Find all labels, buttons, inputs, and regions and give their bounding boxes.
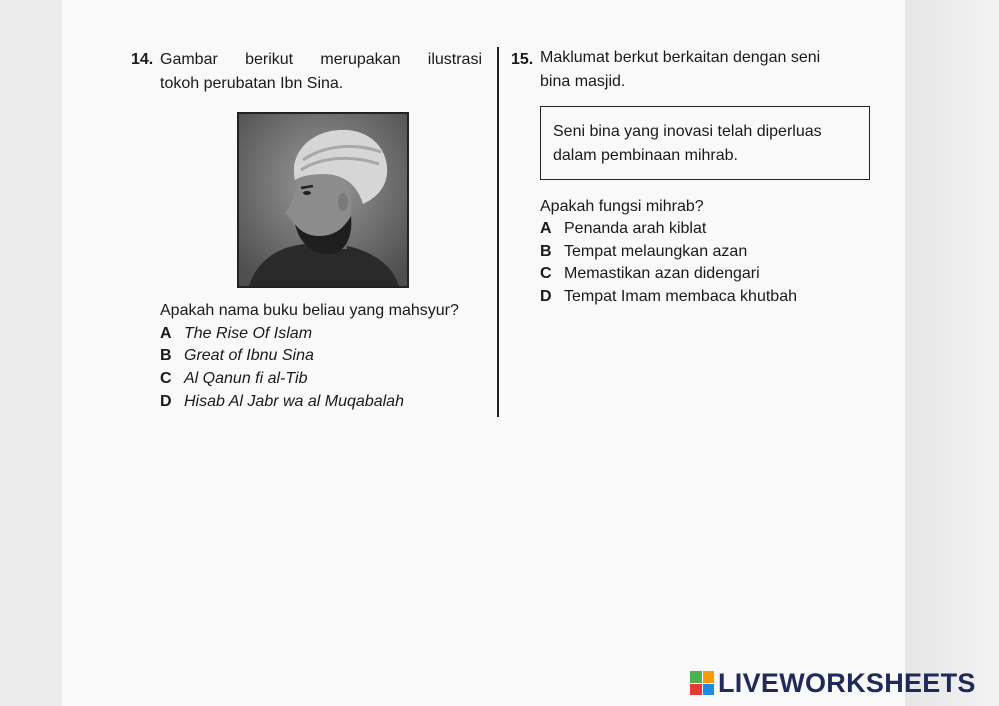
q15-info-line1: Seni bina yang inovasi telah diperluas (553, 123, 822, 140)
q14-option-b[interactable]: B Great of Ibnu Sina (160, 347, 314, 364)
q14-word: merupakan (320, 51, 401, 68)
logo-tile (703, 671, 715, 683)
q15-option-b[interactable]: B Tempat melaungkan azan (540, 243, 748, 260)
q15-stem-line1: Maklumat berkut berkaitan dengan seni (540, 49, 821, 66)
q15-question: Apakah fungsi mihrab? (540, 198, 704, 215)
logo-wordmark: LIVEWORKSHEETS (718, 667, 976, 698)
q15-info-line2: dalam pembinaan mihrab. (553, 147, 738, 164)
q14-option-d[interactable]: D Hisab Al Jabr wa al Muqabalah (160, 393, 404, 410)
logo-mark-icon (690, 671, 714, 695)
q15-option-d[interactable]: D Tempat Imam membaca khutbah (540, 288, 797, 305)
q14-word: ilustrasi (427, 51, 482, 68)
logo-tile (690, 684, 702, 696)
q15-number: 15. (511, 51, 534, 68)
q15-stem-line2: bina masjid. (540, 73, 626, 90)
q15-option-a[interactable]: A Penanda arah kiblat (540, 220, 707, 237)
liveworksheets-logo[interactable] (690, 666, 976, 700)
q15-info-box (540, 106, 870, 180)
logo-tile (703, 684, 715, 696)
q14-option-c[interactable]: C Al Qanun fi al-Tib (160, 370, 308, 387)
q14-word: Gambar (160, 51, 218, 68)
page-edge-shadow (905, 0, 999, 706)
q15-option-c[interactable]: C Memastikan azan didengari (540, 265, 760, 282)
ibn-sina-portrait (237, 112, 409, 288)
q14-stem-line1 (160, 51, 482, 69)
q14-option-a[interactable]: A The Rise Of Islam (160, 325, 313, 342)
q14-stem-line2: tokoh perubatan Ibn Sina. (160, 75, 344, 92)
logo-tile (690, 671, 702, 683)
q14-number: 14. (131, 51, 154, 68)
q14-word: berikut (245, 51, 294, 68)
column-divider (497, 47, 499, 417)
q14-question: Apakah nama buku beliau yang mahsyur? (160, 302, 459, 319)
